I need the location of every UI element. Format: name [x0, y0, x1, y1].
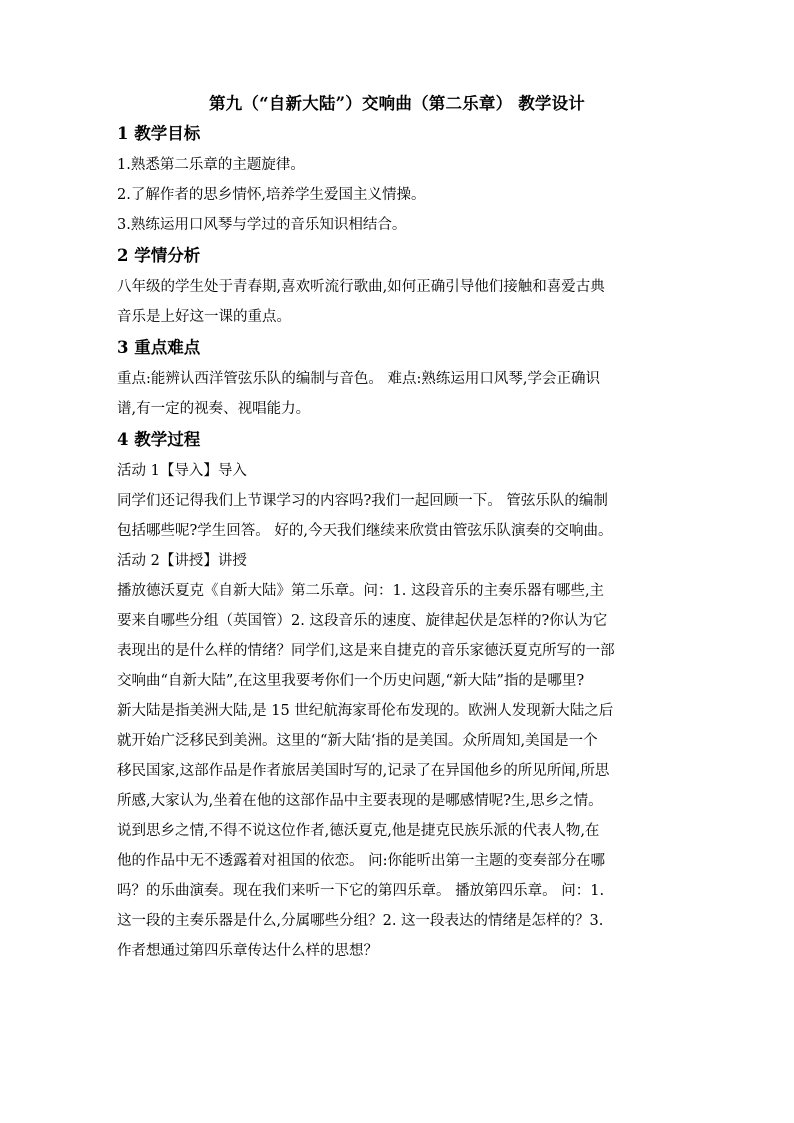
paragraph-line: 播放德沃夏克《自新大陆》第二乐章。问：1. 这段音乐的主奏乐器有哪些,主 [117, 583, 605, 599]
document-page [117, 92, 677, 966]
paragraph-line: 同学们还记得我们上节课学习的内容吗?我们一起回顾一下。 管弦乐队的编制 [117, 493, 608, 509]
paragraph-line: 包括哪些呢?学生回答。 好的,今天我们继续来欣赏由管弦乐队演奏的交响曲。 [117, 523, 613, 539]
document-title: 第九（“自新大陆”）交响曲（第二乐章） 教学设计 [208, 94, 586, 113]
paragraph-line: 就开始广泛移民到美洲。这里的“新大陆‘指的是美国。众所周知,美国是一个 [117, 733, 598, 749]
paragraph-line: 说到思乡之情,不得不说这位作者,德沃夏克,他是捷克民族乐派的代表人物,在 [117, 823, 600, 839]
activity-1-label: 活动 1【导入】导入 [117, 463, 247, 479]
activity-2-paragraph [117, 576, 677, 966]
goal-item: 2.了解作者的思乡情怀,培养学生爱国主义情操。 [117, 187, 426, 203]
paragraph-line: 交响曲“自新大陆”,在这里我要考你们一个历史问题,“新大陆”指的是哪里? [117, 673, 585, 689]
paragraph-line: 重点:能辨认西洋管弦乐队的编制与音色。 难点:熟练运用口风琴,学会正确识 [117, 371, 600, 387]
section-key-points [117, 336, 677, 424]
activity-1-paragraph [117, 486, 677, 546]
paragraph-line: 这一段的主奏乐器是什么,分属哪些分组？2. 这一段表达的情绪是怎样的？3. [117, 913, 604, 929]
paragraph-line: 八年级的学生处于青春期,喜欢听流行歌曲,如何正确引导他们接触和喜爱古典 [117, 279, 605, 295]
paragraph-line: 音乐是上好这一课的重点。 [117, 309, 291, 325]
paragraph-line: 所感,大家认为,坐着在他的这部作品中主要表现的是哪感情呢?生,思乡之情。 [117, 793, 603, 809]
paragraph-line: 移民国家,这部作品是作者旅居美国时写的,记录了在异国他乡的所见所闻,所思 [117, 763, 610, 779]
section-heading: 3 重点难点 [117, 338, 201, 357]
section-teaching-process [117, 428, 677, 966]
paragraph-line: 吗？的乐曲演奏。现在我们来听一下它的第四乐章。 播放第四乐章。 问：1. [117, 883, 605, 899]
paragraph-line: 谱,有一定的视奏、视唱能力。 [117, 401, 311, 417]
key-points-paragraph [117, 364, 677, 424]
analysis-paragraph [117, 272, 677, 332]
paragraph-line: 新大陆是指美洲大陆,是 15 世纪航海家哥伦布发现的。欧洲人发现新大陆之后 [117, 703, 614, 719]
goal-item: 1.熟悉第二乐章的主题旋律。 [117, 157, 305, 173]
section-teaching-goals [117, 122, 677, 240]
section-student-analysis [117, 244, 677, 332]
paragraph-line: 他的作品中无不透露着对祖国的依恋。 问:你能听出第一主题的变奏部分在哪 [117, 853, 605, 869]
paragraph-line: 表现出的是什么样的情绪？同学们,这是来自捷克的音乐家德沃夏克所写的一部 [117, 643, 615, 659]
section-heading: 2 学情分析 [117, 246, 201, 265]
goal-item: 3.熟练运用口风琴与学过的音乐知识相结合。 [117, 217, 407, 233]
section-heading: 1 教学目标 [117, 124, 201, 143]
activity-2-label: 活动 2【讲授】讲授 [117, 553, 247, 569]
paragraph-line: 要来自哪些分组（英国管）2. 这段音乐的速度、旋律起伏是怎样的?你认为它 [117, 613, 608, 629]
section-heading: 4 教学过程 [117, 430, 201, 449]
paragraph-line: 作者想通过第四乐章传达什么样的思想？ [117, 943, 378, 959]
